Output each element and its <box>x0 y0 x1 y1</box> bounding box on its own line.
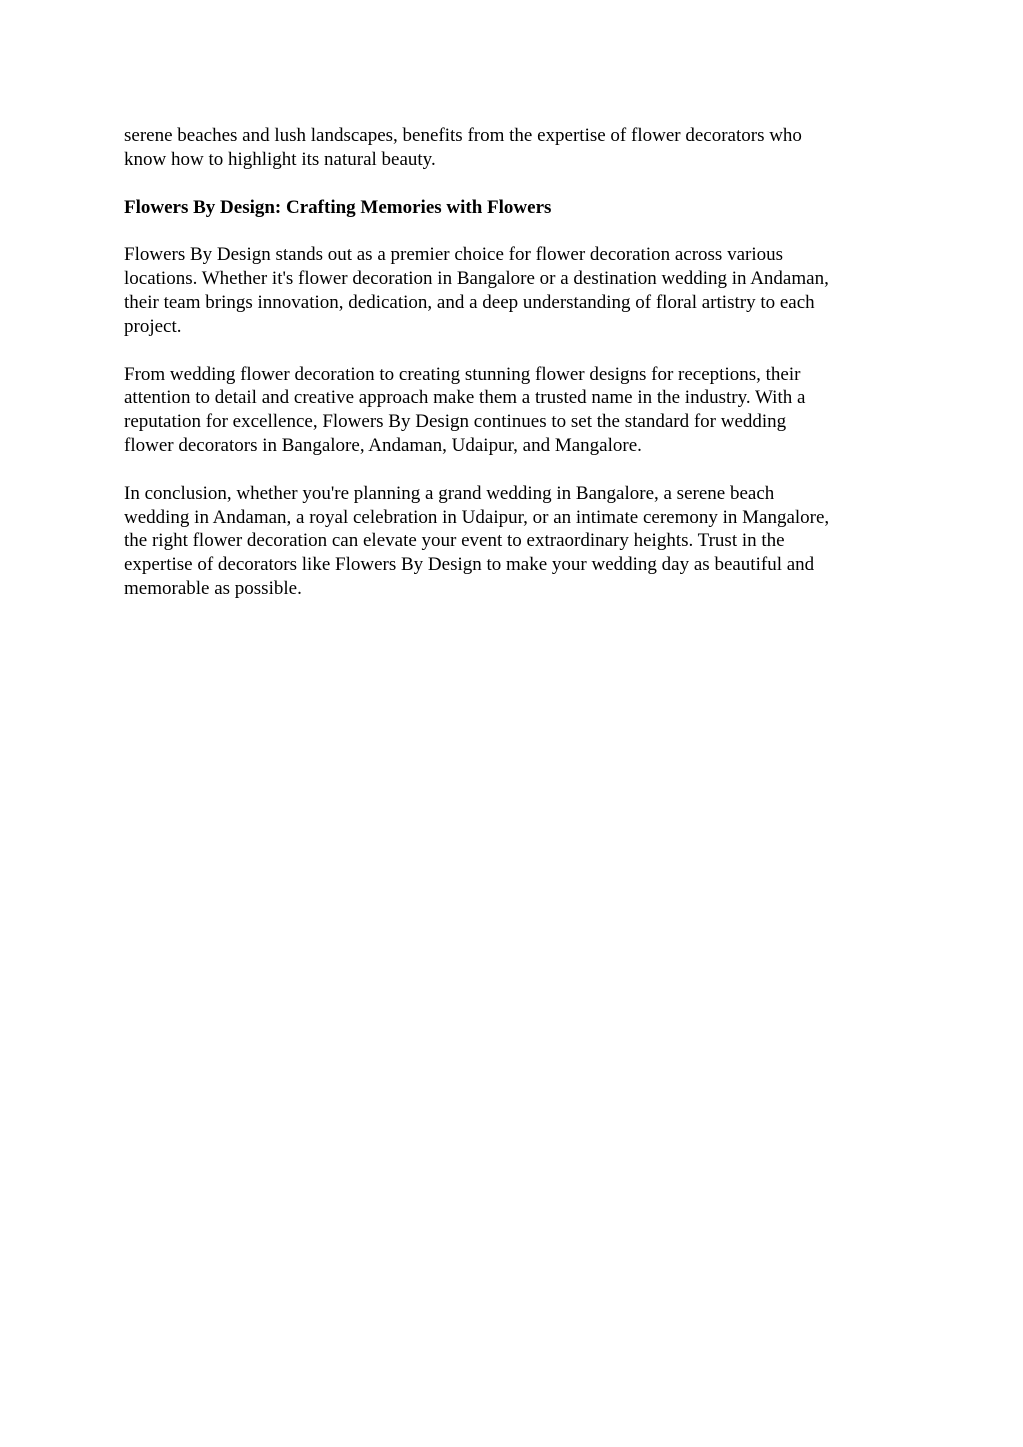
text-line: flower decorators in Bangalore, Andaman, Udaipur, and Mangalore. <box>124 434 642 456</box>
text-line: wedding in Andaman, a royal celebration in Udaipur, or an intimate ceremony in Mangalore, <box>124 506 830 528</box>
intro-paragraph <box>124 124 904 172</box>
paragraph-conclusion <box>124 482 904 601</box>
text-line: expertise of decorators like Flowers By Design to make your wedding day as beautiful and <box>124 554 815 576</box>
text-line: locations. Whether it's flower decoration in Bangalore or a destination wedding in Andaman, <box>124 268 829 290</box>
text-line: In conclusion, whether you're planning a grand wedding in Bangalore, a serene beach <box>124 482 775 504</box>
text-line: their team brings innovation, dedication, and a deep understanding of floral artistry to each <box>124 291 815 313</box>
text-line: project. <box>124 315 182 337</box>
paragraph-about <box>124 243 904 338</box>
text-line: the right flower decoration can elevate your event to extraordinary heights. Trust in the <box>124 530 785 552</box>
paragraph-reputation <box>124 363 904 458</box>
text-line: From wedding flower decoration to creating stunning flower designs for receptions, their <box>124 363 801 385</box>
section-heading: Flowers By Design: Crafting Memories with Flowers <box>124 196 552 218</box>
text-line: reputation for excellence, Flowers By Design continues to set the standard for wedding <box>124 411 787 433</box>
text-line: serene beaches and lush landscapes, benefits from the expertise of flower decorators who <box>124 125 802 146</box>
text-line: memorable as possible. <box>124 577 302 599</box>
text-line: attention to detail and creative approach make them a trusted name in the industry. With a <box>124 387 806 409</box>
text-line: Flowers By Design stands out as a premier choice for flower decoration across various <box>124 244 784 266</box>
text-line: know how to highlight its natural beauty. <box>124 148 436 170</box>
document-body <box>124 124 904 625</box>
